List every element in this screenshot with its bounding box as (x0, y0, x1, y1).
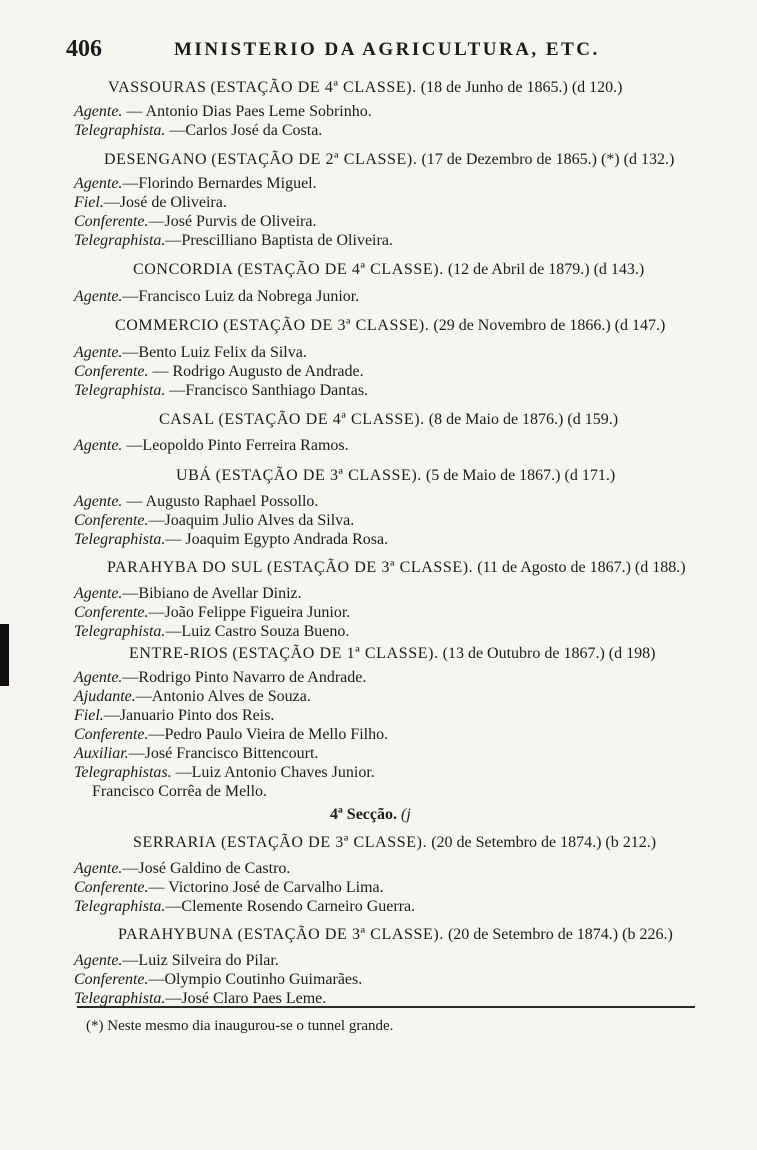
staff-entry (74, 951, 279, 971)
station-class: (ESTAÇÃO DE 4ª CLASSE). (218, 411, 425, 428)
staff-name: —Luiz Antonio Chaves Junior. (171, 764, 375, 781)
running-head: MINISTERIO DA AGRICULTURA, ETC. (174, 39, 600, 60)
staff-role: Agente. (74, 669, 123, 686)
staff-entry (74, 343, 307, 363)
staff-name: — Victorino José de Carvalho Lima. (148, 879, 384, 896)
station-heading (104, 150, 674, 170)
station-heading (129, 644, 655, 664)
station-class: (ESTAÇÃO DE 3ª CLASSE). (237, 926, 444, 943)
staff-name: —José Galdino de Castro. (122, 860, 291, 877)
staff-entry (74, 584, 302, 604)
staff-name: —José Claro Paes Leme. (165, 990, 327, 1007)
station-heading (115, 316, 665, 336)
page-number: 406 (66, 36, 102, 62)
staff-name: —Florindo Bernardes Miguel. (122, 175, 317, 192)
station-class: (ESTAÇÃO DE 4ª CLASSE). (237, 261, 444, 278)
section-title: 4ª Secção. (330, 806, 397, 823)
staff-role: Conferente. (74, 971, 149, 988)
staff-entry (74, 174, 317, 194)
staff-entry (74, 859, 290, 879)
station-heading (107, 558, 686, 578)
station-name: VASSOURAS (108, 79, 207, 96)
margin-mark (0, 624, 9, 686)
station-date: (18 de Junho de 1865.) (d 120.) (420, 79, 623, 96)
staff-name: —José Purvis de Oliveira. (148, 213, 317, 230)
staff-name: —Prescilliano Baptista de Oliveira. (165, 232, 393, 249)
staff-entry (74, 362, 364, 382)
station-date: (13 de Outubro de 1867.) (d 198) (442, 645, 656, 662)
staff-name: —Francisco Luiz da Nobrega Junior. (122, 288, 360, 305)
station-name: CONCORDIA (133, 261, 234, 278)
staff-entry (74, 970, 362, 990)
staff-role: Conferente. (74, 512, 149, 529)
station-name: SERRARIA (133, 834, 217, 851)
staff-role: Agente. (74, 103, 123, 120)
footnote-rule (77, 1006, 695, 1008)
station-date: (17 de Dezembro de 1865.) (*) (d 132.) (421, 151, 675, 168)
staff-name: —Rodrigo Pinto Navarro de Andrade. (122, 669, 367, 686)
staff-name: —Januario Pinto dos Reis. (103, 707, 275, 724)
station-date: (8 de Maio de 1876.) (d 159.) (428, 411, 619, 428)
staff-role: Agente. (74, 585, 123, 602)
staff-role: Agente. (74, 344, 123, 361)
staff-role: Telegraphista. (74, 382, 166, 399)
staff-role: Telegraphista. (74, 232, 166, 249)
staff-entry (74, 436, 349, 456)
station-name: PARAHYBUNA (118, 926, 234, 943)
staff-entry (74, 668, 366, 688)
section-heading (330, 805, 411, 825)
staff-name: —Carlos José da Costa. (165, 122, 323, 139)
staff-entry (74, 878, 384, 898)
staff-role: Conferente. (74, 879, 149, 896)
station-class: (ESTAÇÃO DE 2ª CLASSE). (211, 151, 418, 168)
staff-role: Agente. (74, 493, 123, 510)
staff-entry (74, 725, 388, 745)
station-heading (108, 78, 623, 98)
staff-role: Agente. (74, 175, 123, 192)
station-name: CASAL (159, 411, 215, 428)
station-heading (133, 833, 656, 853)
staff-name: —Pedro Paulo Vieira de Mello Filho. (148, 726, 389, 743)
staff-name: —Bibiano de Avellar Diniz. (122, 585, 302, 602)
staff-name: — Augusto Raphael Possollo. (122, 493, 319, 510)
staff-entry (74, 897, 415, 917)
staff-role: Telegraphista. (74, 531, 166, 548)
staff-entry (74, 492, 318, 512)
staff-entry (74, 687, 311, 707)
staff-role: Auxiliar. (74, 745, 129, 762)
staff-name: —José Francisco Bittencourt. (128, 745, 319, 762)
staff-role: Telegraphista. (74, 898, 166, 915)
footnote: (*) Neste mesmo dia inaugurou-se o tunnel grande. (86, 1018, 394, 1034)
station-date: (20 de Setembro de 1874.) (b 212.) (431, 834, 657, 851)
station-name: PARAHYBA DO SUL (107, 559, 263, 576)
station-heading (159, 410, 618, 430)
station-class: (ESTAÇÃO DE 4ª CLASSE). (210, 79, 417, 96)
staff-role: Telegraphista. (74, 623, 166, 640)
staff-name: — Antonio Dias Paes Leme Sobrinho. (122, 103, 372, 120)
station-heading (133, 260, 644, 280)
staff-entry (74, 121, 322, 141)
station-class: (ESTAÇÃO DE 3ª CLASSE). (267, 559, 474, 576)
staff-role: Fiel. (74, 194, 104, 211)
staff-role: Telegraphistas. (74, 764, 172, 781)
station-date: (12 de Abril de 1879.) (d 143.) (447, 261, 645, 278)
staff-entry (74, 381, 368, 401)
station-date: (5 de Maio de 1867.) (d 171.) (425, 467, 616, 484)
staff-name: —Joaquim Julio Alves da Silva. (148, 512, 355, 529)
staff-role: Conferente. (74, 363, 149, 380)
staff-name: —Bento Luiz Felix da Silva. (122, 344, 307, 361)
station-date: (11 de Agosto de 1867.) (d 188.) (477, 559, 686, 576)
staff-name: —Antonio Alves de Souza. (135, 688, 311, 705)
station-class: (ESTAÇÃO DE 3ª CLASSE). (215, 467, 422, 484)
staff-name: —José de Oliveira. (103, 194, 227, 211)
station-name: ENTRE-RIOS (129, 645, 229, 662)
station-class: (ESTAÇÃO DE 1ª CLASSE). (232, 645, 439, 662)
staff-name: —Clemente Rosendo Carneiro Guerra. (165, 898, 416, 915)
staff-entry (74, 287, 359, 307)
station-heading (176, 466, 615, 486)
staff-entry (74, 603, 350, 623)
station-date: (29 de Novembro de 1866.) (d 147.) (433, 317, 666, 334)
section-note: (j (401, 806, 411, 823)
station-heading (118, 925, 673, 945)
staff-role: Telegraphista. (74, 990, 166, 1007)
staff-entry (74, 231, 393, 251)
staff-entry (74, 763, 375, 783)
staff-role: Agente. (74, 288, 123, 305)
staff-name: —Francisco Santhiago Dantas. (165, 382, 369, 399)
station-class: (ESTAÇÃO DE 3ª CLASSE). (223, 317, 430, 334)
staff-entry (74, 102, 372, 122)
staff-role: Conferente. (74, 604, 149, 621)
staff-entry (74, 744, 318, 764)
staff-role: Telegraphista. (74, 122, 166, 139)
staff-entry (74, 622, 349, 642)
staff-entry (74, 530, 388, 550)
staff-name: —Olympio Coutinho Guimarães. (148, 971, 363, 988)
staff-role: Ajudante. (74, 688, 136, 705)
station-name: COMMERCIO (115, 317, 220, 334)
staff-name: — Rodrigo Augusto de Andrade. (148, 363, 364, 380)
staff-role: Conferente. (74, 726, 149, 743)
staff-entry (74, 511, 354, 531)
staff-name: — Joaquim Egypto Andrada Rosa. (165, 531, 389, 548)
staff-role: Fiel. (74, 707, 104, 724)
staff-entry-continued: Francisco Corrêa de Mello. (92, 783, 268, 800)
staff-name: —Luiz Castro Souza Bueno. (165, 623, 350, 640)
staff-entry (74, 706, 274, 726)
staff-role: Conferente. (74, 213, 149, 230)
staff-name: —João Felippe Figueira Junior. (148, 604, 351, 621)
staff-role: Agente. (74, 437, 123, 454)
staff-name: —Luiz Silveira do Pilar. (122, 952, 279, 969)
staff-role: Agente. (74, 952, 123, 969)
staff-entry (74, 193, 227, 213)
station-name: UBÁ (176, 467, 212, 484)
station-date: (20 de Setembro de 1874.) (b 226.) (447, 926, 673, 943)
station-name: DESENGANO (104, 151, 208, 168)
staff-entry (74, 212, 316, 232)
page-header (66, 36, 626, 66)
station-class: (ESTAÇÃO DE 3ª CLASSE). (220, 834, 428, 851)
staff-role: Agente. (74, 860, 123, 877)
staff-name: —Leopoldo Pinto Ferreira Ramos. (122, 437, 349, 454)
